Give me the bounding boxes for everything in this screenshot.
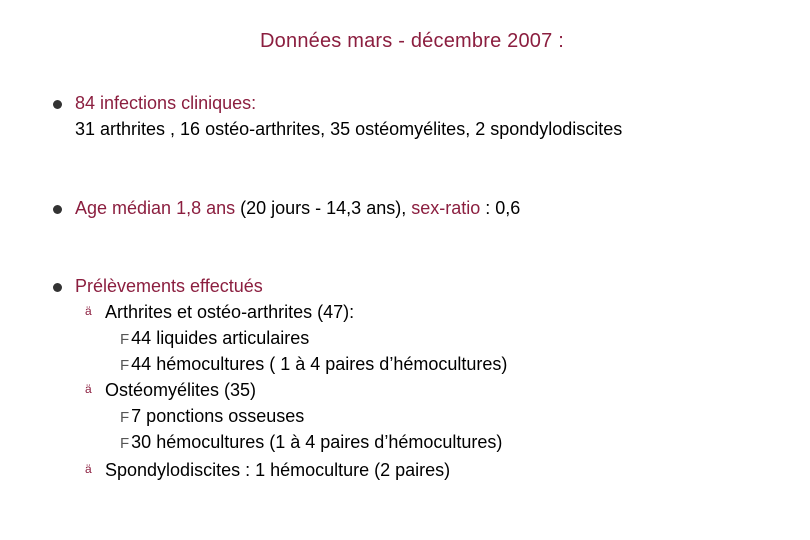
bullet-2-text bbox=[75, 195, 520, 221]
sub-arrow-icon: ä bbox=[85, 304, 92, 318]
pointing-hand-icon: F bbox=[120, 331, 130, 348]
sub-item-1-label: Arthrites et ostéo-arthrites (47): bbox=[105, 302, 355, 322]
bullet-1-line-1: 84 infections cliniques: bbox=[75, 93, 257, 113]
sub-item-2-label: Ostéomyélites (35) bbox=[105, 380, 257, 400]
pointing-hand-icon: F bbox=[120, 409, 130, 426]
pointing-hand-icon: F bbox=[120, 357, 130, 374]
slide-title: Données mars - décembre 2007 : bbox=[260, 30, 564, 52]
pointing-hand-icon: F bbox=[120, 435, 130, 452]
sub-item-1-entry-1: F 44 liquides articulaires bbox=[120, 328, 310, 348]
sex-ratio-value: : 0,6 bbox=[480, 198, 521, 218]
bullet-1-line-2: 31 arthrites , 16 ostéo-arthrites, 35 ostéomyélites, 2 spondylodiscites bbox=[75, 119, 623, 139]
age-range-text: (20 jours - 14,3 ans), bbox=[235, 198, 412, 218]
bullet-3-heading: Prélèvements effectués bbox=[75, 276, 263, 296]
sub-item-1-entry-2: F 44 hémocultures ( 1 à 4 paires d’hémocultures) bbox=[120, 354, 508, 374]
bullet-dot bbox=[53, 273, 62, 299]
sub-arrow-icon: ä bbox=[85, 462, 92, 476]
sub-item-2-entry-1: F 7 ponctions osseuses bbox=[120, 406, 305, 426]
age-median-label: Age médian 1,8 ans bbox=[75, 198, 236, 218]
bullet-dot bbox=[53, 195, 62, 221]
sub-item-3-label: Spondylodiscites : 1 hémoculture (2 paires) bbox=[105, 460, 451, 480]
bullet-dot bbox=[53, 90, 62, 116]
sub-item-2-entry-2: F 30 hémocultures (1 à 4 paires d’hémocultures) bbox=[120, 432, 503, 452]
sub-arrow-icon: ä bbox=[85, 382, 92, 396]
sex-ratio-label: sex-ratio bbox=[411, 198, 481, 218]
